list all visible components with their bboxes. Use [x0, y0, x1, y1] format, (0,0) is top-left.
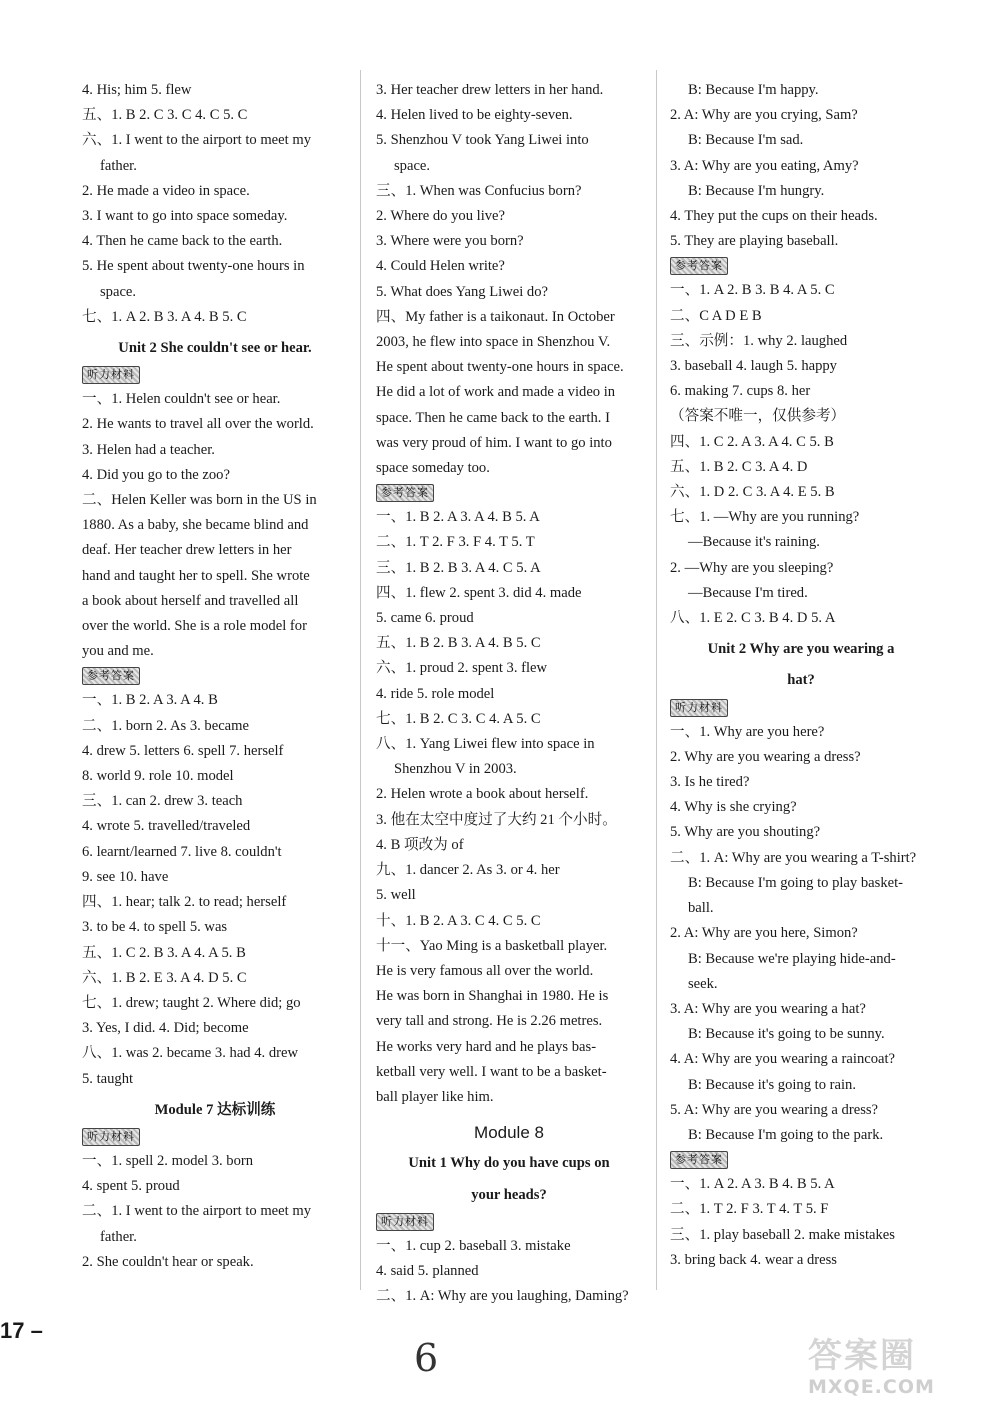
answer-line: 二、1. T 2. F 3. T 4. T 5. F [670, 1201, 829, 1218]
answer-line: 二、1. I went to the airport to meet my [82, 1203, 311, 1220]
column-divider-left [360, 70, 361, 1290]
answer-line: B: Because I'm going to the park. [688, 1126, 884, 1143]
answer-line: father. [100, 157, 137, 174]
section-tag: 听力材料 [82, 1128, 140, 1146]
column-3 [670, 78, 932, 1273]
answer-line: 四、1. hear; talk 2. to read; herself [82, 894, 287, 911]
answer-line: 九、1. dancer 2. As 3. or 4. her [376, 862, 560, 879]
answer-line: 1880. As a baby, she became blind and [82, 517, 309, 534]
answer-line: 八、1. Yang Liwei flew into space in [376, 736, 595, 753]
answer-line: He is very famous all over the world. [376, 962, 594, 979]
answer-line: 二、1. born 2. As 3. became [82, 717, 249, 734]
answer-line: 3. Her teacher drew letters in her hand. [376, 82, 604, 98]
answer-line: 4. ride 5. role model [376, 685, 495, 702]
answer-line: 十一、Yao Ming is a basketball player. [376, 937, 608, 954]
answer-line: 二、1. A: Why are you wearing a T-shirt? [670, 849, 917, 866]
answer-line: space. Then he came back to the earth. I [376, 409, 610, 426]
answer-line: 3. A: Why are you eating, Amy? [670, 157, 859, 174]
answer-line: 四、1. C 2. A 3. A 4. C 5. B [670, 433, 834, 450]
answer-line: space. [100, 283, 137, 300]
answer-line: 一、1. Why are you here? [670, 723, 825, 740]
answer-line: ball player like him. [376, 1088, 494, 1105]
answer-line: B: Because I'm hungry. [688, 182, 825, 199]
answer-line: hand and taught her to spell. She wrote [82, 567, 310, 584]
answer-line: 4. B 项改为 of [376, 836, 464, 853]
answer-line: 4. They put the cups on their heads. [670, 208, 878, 225]
answer-line: very tall and strong. He is 2.26 metres. [376, 1013, 603, 1030]
answer-line: 5. They are playing baseball. [670, 233, 839, 250]
answer-line: 五、1. B 2. C 3. A 4. D [670, 458, 808, 475]
answer-line: seek. [688, 975, 718, 992]
watermark-title: 答案圈 [808, 1336, 916, 1376]
answer-line: 4. Did you go to the zoo? [82, 466, 230, 483]
answer-line: 3. baseball 4. laugh 5. happy [670, 358, 837, 375]
handwritten-mark: 6 [414, 1336, 439, 1380]
answer-line: 3. Helen had a teacher. [82, 441, 215, 458]
answer-line: space someday too. [376, 460, 490, 477]
answer-line: 3. bring back 4. wear a dress [670, 1251, 837, 1268]
answer-line: 六、1. B 2. E 3. A 4. D 5. C [82, 969, 247, 986]
answer-line: 一、1. Helen couldn't see or hear. [82, 391, 281, 408]
answer-line: 2. Why are you wearing a dress? [670, 748, 861, 765]
answer-line: 八、1. E 2. C 3. B 4. D 5. A [670, 610, 836, 627]
section-tag: 参考答案 [670, 1151, 728, 1169]
answer-line: 一、1. A 2. A 3. B 4. B 5. A [670, 1176, 835, 1193]
answer-line: 六、1. I went to the airport to meet my [82, 132, 311, 149]
answer-line: a book about herself and travelled all [82, 592, 299, 609]
section-tag-row [670, 254, 932, 278]
section-tag-row [82, 363, 348, 387]
answer-line: 二、1. A: Why are you laughing, Daming? [376, 1288, 629, 1305]
answer-line: —Because I'm tired. [688, 584, 808, 601]
answer-line: 4. wrote 5. travelled/traveled [82, 818, 251, 835]
answer-line: 5. taught [82, 1070, 134, 1087]
column-divider-right [656, 70, 657, 1290]
section-tag-row [376, 481, 642, 505]
answer-line: B: Because it's going to rain. [688, 1076, 856, 1093]
answer-line: He works very hard and he plays bas- [376, 1038, 597, 1055]
answer-line: B: Because I'm going to play basket- [688, 874, 904, 891]
answer-line: 七、1. —Why are you running? [670, 509, 860, 526]
section-tag-row [670, 696, 932, 720]
answer-line: 5. came 6. proud [376, 610, 474, 627]
section-heading: your heads? [471, 1186, 547, 1203]
section-tag: 参考答案 [670, 257, 728, 275]
answer-line: B: Because I'm happy. [688, 82, 819, 98]
answer-line: 六、1. D 2. C 3. A 4. E 5. B [670, 484, 835, 501]
column-1 [82, 78, 348, 1275]
answer-line: 2. He made a video in space. [82, 182, 250, 199]
answer-line: 2. —Why are you sleeping? [670, 559, 834, 576]
answer-line: was very proud of him. I want to go into [376, 434, 612, 451]
answer-line: 3. A: Why are you wearing a hat? [670, 1000, 866, 1017]
answer-line: 3. Is he tired? [670, 774, 750, 791]
answer-line: Shenzhou V in 2003. [394, 761, 517, 778]
answer-line: you and me. [82, 643, 154, 660]
answer-line: 9. see 10. have [82, 868, 169, 885]
section-tag-row [670, 1148, 932, 1172]
answer-line: He did a lot of work and made a video in [376, 384, 616, 401]
answer-line: 4. said 5. planned [376, 1262, 479, 1279]
section-heading: hat? [787, 672, 815, 689]
answer-line: 四、1. flew 2. spent 3. did 4. made [376, 584, 582, 601]
answer-line: 五、1. C 2. B 3. A 4. A 5. B [82, 944, 246, 961]
answer-line: 5. Shenzhou V took Yang Liwei into [376, 132, 589, 149]
section-tag-row [376, 1210, 642, 1234]
answer-line: 五、1. B 2. B 3. A 4. B 5. C [376, 635, 541, 652]
answer-line: 6. learnt/learned 7. live 8. couldn't [82, 843, 282, 860]
section-tag: 听力材料 [376, 1213, 434, 1231]
section-heading: Unit 1 Why do you have cups on [408, 1155, 610, 1172]
answer-line: 二、C A D E B [670, 307, 762, 324]
answer-line: 8. world 9. role 10. model [82, 768, 234, 785]
answer-line: 4. A: Why are you wearing a raincoat? [670, 1051, 896, 1068]
answer-line: 六、1. proud 2. spent 3. flew [376, 660, 548, 677]
answer-line: 四、My father is a taikonaut. In October [376, 308, 615, 325]
answer-line: He was born in Shanghai in 1980. He is [376, 988, 609, 1005]
answer-line: 三、示例：1. why 2. laughed [670, 332, 848, 349]
answer-line: space. [394, 157, 431, 174]
answer-line: 4. Helen lived to be eighty-seven. [376, 107, 573, 124]
answer-line: 5. What does Yang Liwei do? [376, 283, 548, 300]
answer-line: 八、1. was 2. became 3. had 4. drew [82, 1045, 299, 1062]
answer-line: 2. Where do you live? [376, 208, 506, 225]
section-heading: Module 8 [474, 1123, 544, 1143]
section-tag: 听力材料 [670, 699, 728, 717]
answer-line: 3. 他在太空中度过了大约 21 个小时。 [376, 811, 617, 828]
answer-line: 2. He wants to travel all over the world. [82, 416, 314, 433]
section-heading: Module 7 达标训练 [154, 1101, 276, 1118]
answer-line: 5. A: Why are you wearing a dress? [670, 1101, 879, 1118]
answer-line: ketball very well. I want to be a basket- [376, 1063, 607, 1080]
answer-line: 4. spent 5. proud [82, 1178, 180, 1195]
answer-line: 2. She couldn't hear or speak. [82, 1253, 254, 1270]
section-tag: 听力材料 [82, 366, 140, 384]
answer-line: （答案不唯一，仅供参考） [670, 408, 846, 425]
answer-line: 七、1. A 2. B 3. A 4. B 5. C [82, 308, 247, 325]
answer-line: 一、1. B 2. A 3. A 4. B [82, 692, 218, 709]
section-tag-row [82, 1125, 348, 1149]
answer-line: 一、1. cup 2. baseball 3. mistake [376, 1237, 571, 1254]
section-heading: Unit 2 Why are you wearing a [707, 641, 895, 658]
answer-line: ball. [688, 900, 714, 917]
answer-line: 3. Where were you born? [376, 233, 524, 250]
answer-line: 三、1. play baseball 2. make mistakes [670, 1226, 895, 1243]
answer-line: father. [100, 1228, 137, 1245]
answer-line: —Because it's raining. [688, 534, 820, 551]
answer-line: B: Because I'm sad. [688, 132, 804, 149]
answer-line: 5. He spent about twenty-one hours in [82, 258, 305, 275]
answer-line: 七、1. B 2. C 3. C 4. A 5. C [376, 710, 541, 727]
answer-line: 4. His; him 5. flew [82, 82, 192, 98]
watermark-url: MXQE.COM [808, 1376, 935, 1398]
answer-line: 6. making 7. cups 8. her [670, 383, 811, 400]
answer-line: deaf. Her teacher drew letters in her [82, 542, 292, 559]
section-tag: 参考答案 [376, 484, 434, 502]
answer-line: 一、1. B 2. A 3. A 4. B 5. A [376, 509, 540, 526]
column-2 [376, 78, 642, 1309]
answer-line: 七、1. drew; taught 2. Where did; go [82, 994, 301, 1011]
answer-line: 十、1. B 2. A 3. C 4. C 5. C [376, 912, 541, 929]
answer-line: 4. Why is she crying? [670, 799, 797, 816]
answer-line: B: Because it's going to be sunny. [688, 1026, 885, 1043]
answer-line: B: Because we're playing hide-and- [688, 950, 896, 967]
answer-line: 3. to be 4. to spell 5. was [82, 919, 228, 936]
section-heading: Unit 2 She couldn't see or hear. [118, 340, 312, 357]
answer-line: 一、1. spell 2. model 3. born [82, 1152, 254, 1169]
answer-line: He spent about twenty-one hours in space. [376, 359, 624, 376]
answer-line: 4. Could Helen write? [376, 258, 505, 275]
page-number: 17 – [0, 1318, 43, 1343]
answer-line: 4. Then he came back to the earth. [82, 233, 283, 250]
answer-line: 4. drew 5. letters 6. spell 7. herself [82, 742, 284, 759]
answer-line: 一、1. A 2. B 3. B 4. A 5. C [670, 282, 835, 299]
answer-line: 三、1. When was Confucius born? [376, 182, 582, 199]
answer-line: 5. Why are you shouting? [670, 824, 821, 841]
watermark-logo [808, 1336, 992, 1402]
section-tag-row [82, 664, 348, 688]
answer-line: 三、1. B 2. B 3. A 4. C 5. A [376, 559, 541, 576]
answer-line: 五、1. B 2. C 3. C 4. C 5. C [82, 107, 248, 124]
answer-line: 2. A: Why are you crying, Sam? [670, 107, 858, 124]
answer-line: 3. Yes, I did. 4. Did; become [82, 1020, 249, 1037]
answer-line: 3. I want to go into space someday. [82, 208, 288, 225]
answer-line: 三、1. can 2. drew 3. teach [82, 793, 243, 810]
answer-line: 2. A: Why are you here, Simon? [670, 925, 858, 942]
answer-line: over the world. She is a role model for [82, 618, 307, 635]
answer-line: 2. Helen wrote a book about herself. [376, 786, 589, 803]
answer-line: 二、1. T 2. F 3. F 4. T 5. T [376, 534, 535, 551]
answer-line: 二、Helen Keller was born in the US in [82, 492, 317, 509]
answer-line: 2003, he flew into space in Shenzhou V. [376, 334, 611, 351]
answer-line: 5. well [376, 887, 416, 904]
section-tag: 参考答案 [82, 667, 140, 685]
